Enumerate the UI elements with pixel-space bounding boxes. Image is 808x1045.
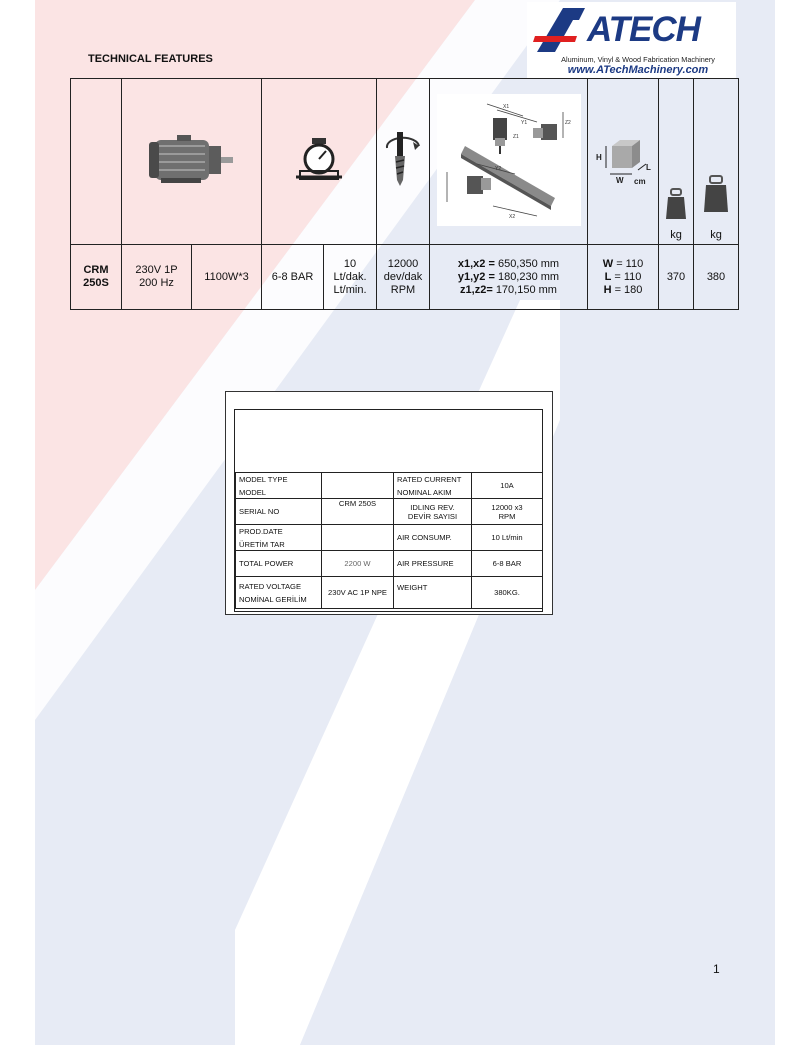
rotation-tool-icon [381, 130, 425, 190]
nameplate-model-label [236, 473, 322, 499]
model-value: CRM 250S [83, 264, 109, 289]
technical-features-table [70, 78, 739, 310]
gross-weight-unit: kg [710, 229, 722, 241]
power-supply-frequency: 200 Hz [139, 277, 174, 289]
dim-h-label: H [603, 283, 612, 296]
travel-y-label: y1,y2 = [457, 270, 495, 283]
page-heading: TECHNICAL FEATURES [88, 53, 213, 65]
axis-label-z2: Z2 [564, 119, 571, 126]
header-gross-weight [694, 79, 739, 245]
pressure-gauge-icon [294, 137, 344, 183]
speed-unit-tr: dev/dak [383, 270, 423, 283]
travel-y [430, 271, 587, 284]
net-weight-cell: 370 [659, 245, 694, 310]
nameplate-idling-rev-label [394, 499, 472, 525]
header-speed [377, 79, 430, 245]
rated-current-label: RATED CURRENT [397, 474, 462, 484]
brand-url[interactable]: www.ATechMachinery.com [567, 64, 709, 76]
air-consumption-unit-tr: Lt/dak. [333, 270, 367, 283]
dim-w-label: W [602, 257, 614, 270]
axis-travel-cell [430, 245, 588, 310]
motor-power-cell: 1100W*3 [192, 245, 262, 310]
speed-unit: RPM [390, 283, 416, 296]
brand-tagline: Aluminum, Vinyl & Wood Fabrication Machinery [561, 55, 715, 64]
air-consumption-cell [324, 245, 377, 310]
nameplate-model-value [322, 473, 394, 499]
air-pressure-cell: 6-8 BAR [262, 245, 324, 310]
rated-voltage-label: RATED VOLTAGE [239, 581, 302, 591]
idling-rev-label: IDLING REV. [410, 502, 455, 512]
idling-rev-value: 12000 x3 [491, 502, 523, 512]
brand-logo [527, 2, 736, 78]
dim-w-value: = 110 [616, 257, 644, 270]
header-net-weight [659, 79, 694, 245]
air-consumption-unit: Lt/min. [333, 283, 367, 296]
dim-l-value: = 110 [614, 270, 642, 283]
nameplate-table [235, 472, 543, 609]
dim-h [588, 284, 658, 297]
machine-nameplate [225, 391, 553, 615]
dim-h-value: = 180 [614, 283, 643, 296]
dim-l-label: L [604, 270, 612, 283]
brand-name: ATECH [587, 10, 700, 49]
model-label-tr: MODEL [239, 487, 267, 497]
nameplate-serial-label: SERIAL NO [236, 499, 322, 525]
nameplate-rated-voltage-value: 230V AC 1P NPE [322, 577, 394, 609]
page-number: 1 [713, 962, 720, 976]
axis-label-y1: Y1 [520, 119, 527, 126]
nameplate-frame [234, 409, 543, 612]
nameplate-rated-current-value: 10A [472, 473, 543, 499]
nameplate-air-pressure-label: AIR PRESSURE [394, 551, 472, 577]
model-cell [71, 245, 122, 310]
axis-label-z1: Z1 [512, 133, 519, 140]
nameplate-air-consump-value: 10 Lt/min [472, 525, 543, 551]
power-supply-cell [122, 245, 192, 310]
prod-date-label-tr: ÜRETİM TAR [239, 539, 285, 549]
header-model [71, 79, 122, 245]
rated-current-label-tr: NOMINAL AKIM [397, 487, 452, 497]
nameplate-total-power-label: TOTAL POWER [236, 551, 322, 577]
idling-rev-label-tr: DEVİR SAYISI [407, 511, 458, 521]
power-supply-voltage: 230V 1P [135, 264, 178, 276]
nameplate-air-consump-label: AIR CONSUMP. [394, 525, 472, 551]
dimensions-cell [588, 245, 659, 310]
idling-rev-unit: RPM [498, 511, 516, 521]
travel-z [430, 284, 587, 297]
header-air-pressure [262, 79, 377, 245]
gross-weight-cell: 380 [694, 245, 739, 310]
speed-cell [377, 245, 430, 310]
model-type-label: MODEL TYPE [239, 474, 288, 484]
motor-icon [147, 132, 237, 187]
air-consumption-value: 10 [343, 257, 357, 270]
nameplate-total-power-value: 2200 W [322, 551, 394, 577]
travel-x [430, 258, 587, 271]
axis-label-y2: Y2 [494, 165, 501, 172]
rated-voltage-label-tr: NOMİNAL GERİLİM [239, 594, 307, 604]
dim-label-l: L [646, 162, 651, 172]
travel-z-value: 170,150 mm [495, 283, 557, 296]
axis-label-x2: X2 [508, 213, 515, 220]
nameplate-rated-current-label [394, 473, 472, 499]
dimensions-box-icon [590, 134, 656, 186]
header-dimensions [588, 79, 659, 245]
net-weight-unit: kg [670, 229, 682, 241]
travel-z-label: z1,z2= [460, 283, 493, 296]
dim-label-h: H [596, 152, 602, 162]
header-motor [122, 79, 262, 245]
nameplate-air-pressure-value: 6-8 BAR [472, 551, 543, 577]
dim-w [588, 258, 658, 271]
nameplate-serial-value: CRM 250S [322, 499, 394, 525]
dim-label-cm: cm [634, 176, 646, 186]
brand-logo-mark-icon [533, 6, 591, 54]
prod-date-label: PROD.DATE [239, 526, 283, 536]
travel-y-value: 180,230 mm [497, 270, 560, 283]
nameplate-prod-date-value [322, 525, 394, 551]
speed-value: 12000 [387, 257, 419, 270]
axis-travel-diagram-icon [437, 94, 581, 226]
nameplate-weight-value: 380KG. [472, 577, 543, 609]
travel-x-value: 650,350 mm [497, 257, 560, 270]
axis-label-x1: X1 [502, 103, 509, 110]
nameplate-weight-label: WEIGHT [394, 577, 472, 609]
dim-label-w: W [616, 175, 624, 185]
nameplate-idling-rev-value [472, 499, 543, 525]
nameplate-prod-date-label [236, 525, 322, 551]
net-weight-icon [665, 187, 687, 221]
nameplate-rated-voltage-label [236, 577, 322, 609]
travel-x-label: x1,x2 = [457, 257, 495, 270]
header-axis-travel [430, 79, 588, 245]
dim-l [588, 271, 658, 284]
gross-weight-icon [702, 174, 730, 214]
